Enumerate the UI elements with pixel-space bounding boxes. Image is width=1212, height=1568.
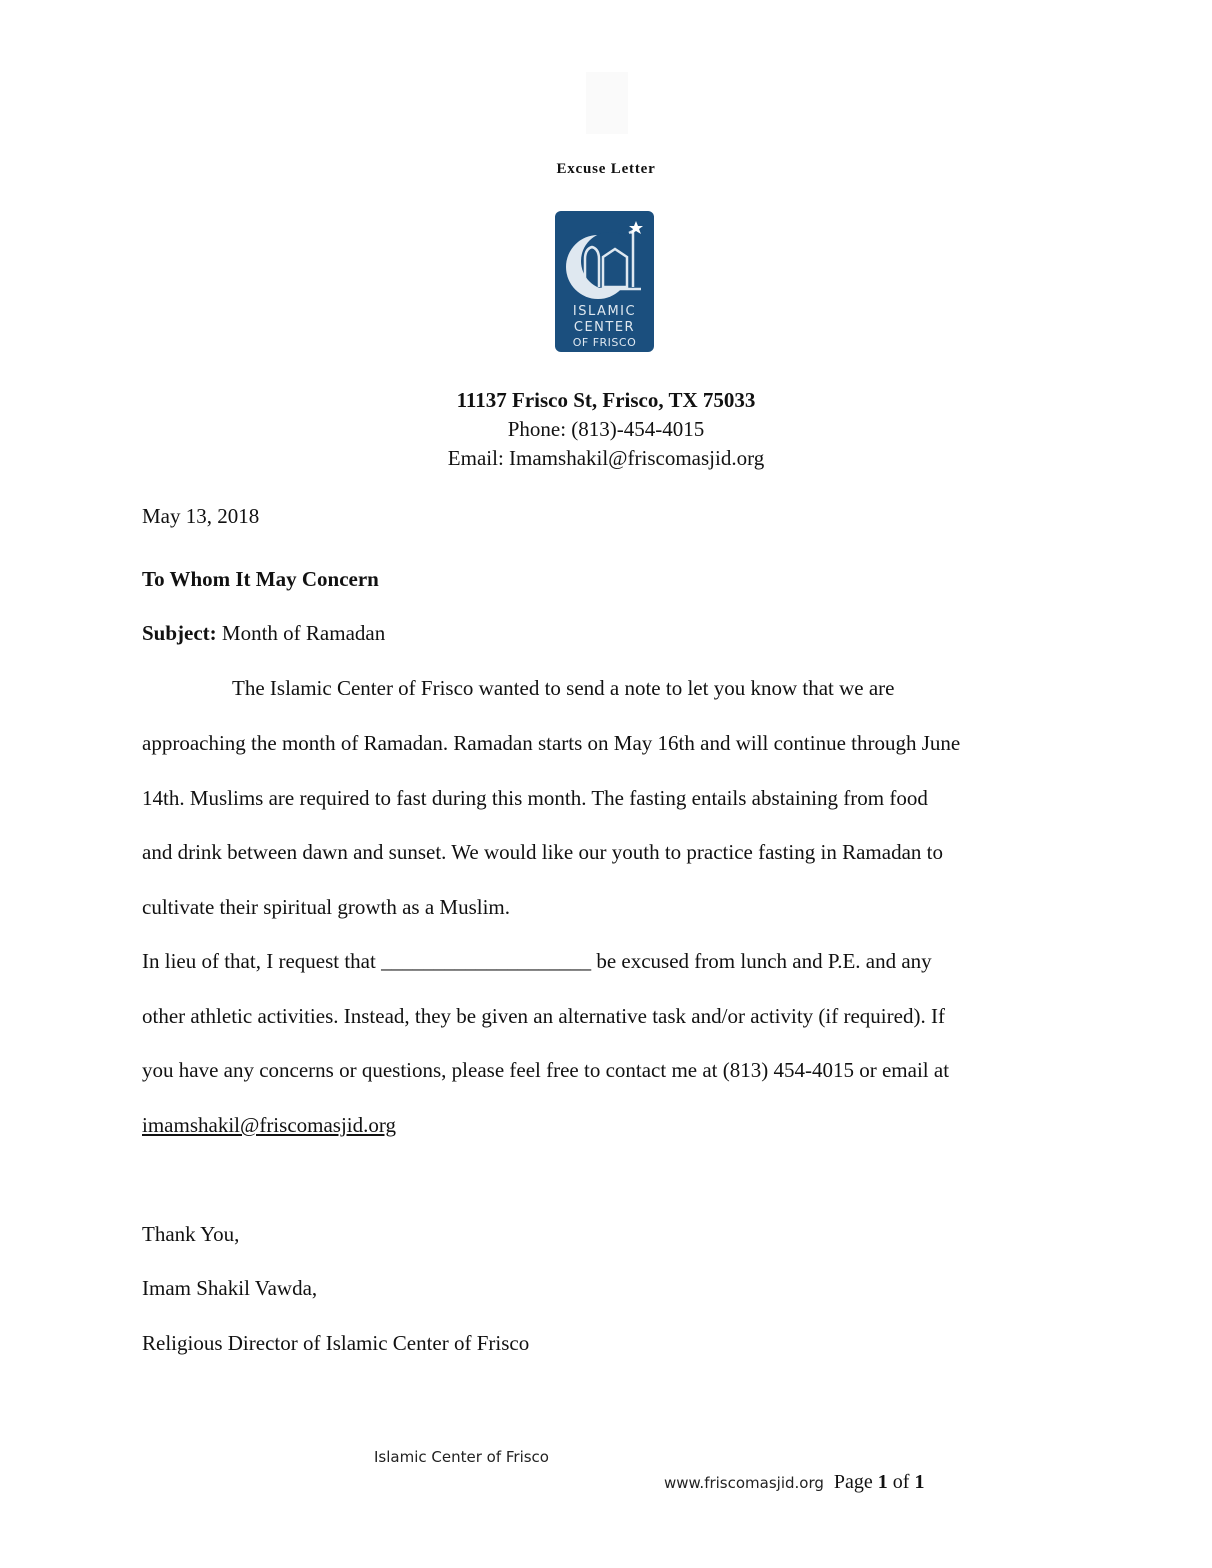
email-line: Email: Imamshakil@friscomasjid.org	[447, 446, 765, 470]
subject-value: Month of Ramadan	[221, 621, 386, 645]
page-of: of	[892, 1471, 910, 1493]
paragraph2-line: you have any concerns or questions, please feel free to contact me at (813) 454-4015 or email at	[142, 1058, 950, 1082]
paragraph1-line: cultivate their spiritual growth as a Muslim.	[142, 895, 511, 919]
footer-website: www.friscomasjid.org	[664, 1474, 824, 1492]
page-word: Page	[833, 1471, 873, 1493]
paragraph1-line: The Islamic Center of Frisco wanted to send a note to let you know that we are	[232, 676, 895, 700]
paragraph1-line: 14th. Muslims are required to fast during this month. The fasting entails abstaining from food	[142, 786, 928, 810]
document-title: Excuse Letter	[556, 161, 656, 177]
paragraph1-line: and drink between dawn and sunset. We would like our youth to practice fasting in Ramadan to	[142, 840, 943, 864]
paragraph2-line: other athletic activities. Instead, they be given an alternative task and/or activity (if required). If	[142, 1004, 945, 1028]
footer-org: Islamic Center of Frisco	[374, 1448, 549, 1466]
page-number	[834, 1471, 925, 1493]
paragraph1-line: approaching the month of Ramadan. Ramadan starts on May 16th and will continue through June	[142, 731, 961, 755]
islamic-center-logo	[555, 211, 654, 352]
email-link[interactable]: imamshakil@friscomasjid.org	[142, 1113, 396, 1137]
letter-date: May 13, 2018	[142, 504, 260, 528]
signer-title: Religious Director of Islamic Center of Frisco	[142, 1331, 530, 1355]
page-current: 1	[877, 1471, 888, 1493]
email-link-line	[142, 1113, 1082, 1138]
svg-text:ISLAMIC: ISLAMIC	[572, 304, 637, 319]
contact-block	[0, 386, 1212, 473]
footer-line	[664, 1471, 924, 1494]
paragraph2-line: In lieu of that, I request that ____________________ be excused from lunch and P.E. and any	[142, 949, 932, 973]
svg-text:OF FRISCO: OF FRISCO	[572, 336, 637, 349]
subject-label: Subject:	[142, 621, 217, 645]
signer-name: Imam Shakil Vawda,	[142, 1276, 318, 1300]
salutation: To Whom It May Concern	[142, 567, 379, 591]
subject-line	[142, 621, 1082, 646]
faint-header-mark	[586, 72, 628, 134]
phone-line: Phone: (813)-454-4015	[507, 417, 705, 441]
page-total: 1	[914, 1471, 925, 1493]
svg-text:CENTER: CENTER	[573, 320, 636, 335]
address-line: 11137 Frisco St, Frisco, TX 75033	[456, 388, 756, 412]
closing: Thank You,	[142, 1222, 240, 1246]
